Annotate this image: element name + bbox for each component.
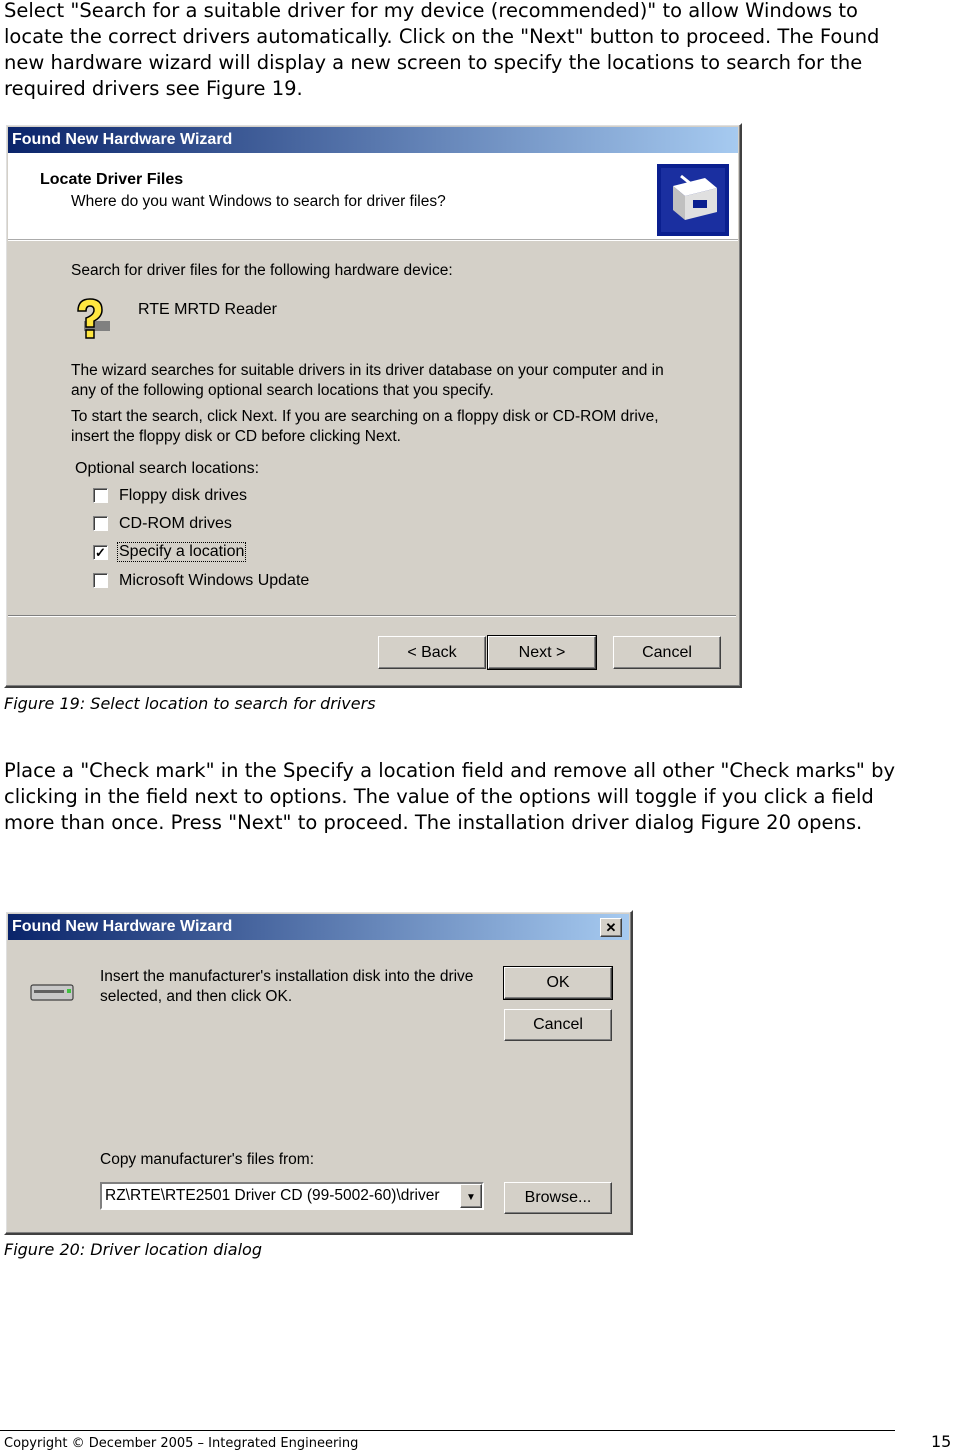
disk-drive-icon	[30, 982, 74, 1002]
page-number: 15	[931, 1432, 952, 1451]
floppy-label[interactable]: Floppy disk drives	[119, 487, 248, 504]
cdrom-label[interactable]: CD-ROM drives	[119, 515, 232, 532]
floppy-checkbox[interactable]	[93, 488, 108, 503]
dialog-message: Insert the manufacturer's installation disk into the drive selected, and then click OK.	[100, 968, 474, 1005]
close-button[interactable]	[600, 918, 622, 937]
intro-paragraph: Select "Search for a suitable driver for my device (recommended)" to allow Windows to locate the correct drivers automatically. Click on the "Next" button to proceed. The Found new hardware wizard will display a new screen to specify the locations to search for the required drivers see Figure 19.	[4, 0, 880, 100]
chevron-down-icon: ▼	[466, 1192, 476, 1203]
close-icon: ✕	[605, 920, 617, 935]
optional-label: Optional search locations:	[75, 460, 260, 477]
figure-20-caption: Figure 20: Driver location dialog	[4, 1240, 262, 1259]
browse-button[interactable]: Browse...	[504, 1182, 612, 1214]
device-name: RTE MRTD Reader	[138, 301, 277, 318]
driver-location-dialog	[4, 910, 633, 1235]
footer-divider	[8, 615, 736, 617]
footer-divider-line	[0, 1430, 895, 1431]
specify-location-label[interactable]: Specify a location	[119, 543, 245, 560]
dialog-cancel-button[interactable]: Cancel	[504, 1009, 612, 1041]
specify-location-checkbox[interactable]: ✓	[93, 545, 108, 560]
next-button[interactable]: Next >	[488, 636, 596, 669]
windows-update-label[interactable]: Microsoft Windows Update	[119, 572, 310, 589]
wizard-heading: Locate Driver Files	[40, 171, 184, 188]
windows-update-checkbox[interactable]	[93, 573, 108, 588]
hardware-icon	[657, 164, 729, 236]
wizard-subheading: Where do you want Windows to search for driver files?	[71, 193, 446, 210]
ok-button[interactable]: OK	[504, 967, 612, 999]
cancel-button[interactable]: Cancel	[613, 636, 721, 669]
wizard-locate-driver	[4, 123, 742, 688]
dialog-title: Found New Hardware Wizard	[8, 914, 629, 940]
info-text-1: The wizard searches for suitable drivers in its driver database on your computer and in any of the following optional search locations that you specify.	[71, 362, 664, 399]
path-combobox[interactable]	[100, 1182, 484, 1210]
figure-19-caption: Figure 19: Select location to search for drivers	[4, 694, 376, 713]
wizard-header-panel	[8, 153, 738, 241]
copy-from-label: Copy manufacturer's files from:	[100, 1151, 315, 1168]
search-label: Search for driver files for the following hardware device:	[71, 262, 453, 279]
info-text-2: To start the search, click Next. If you are searching on a floppy disk or CD-ROM drive, insert the floppy disk or CD before clicking Next.	[71, 408, 659, 445]
wizard-title: Found New Hardware Wizard	[8, 127, 738, 153]
copyright-text: Copyright © December 2005 – Integrated Engineering	[4, 1436, 359, 1451]
second-paragraph: Place a "Check mark" in the Specify a location field and remove all other "Check marks" by clicking in the field next to options. The value of the options will toggle if you click a field more than once. Press "Next" to proceed. The installation driver dialog Figure 20 opens.	[4, 759, 896, 834]
cdrom-checkbox[interactable]	[93, 516, 108, 531]
dropdown-button[interactable]	[460, 1184, 482, 1208]
back-button[interactable]: < Back	[378, 636, 486, 669]
path-value[interactable]: RZ\RTE\RTE2501 Driver CD (99-5002-60)\driver	[105, 1187, 440, 1204]
question-icon	[70, 297, 116, 343]
